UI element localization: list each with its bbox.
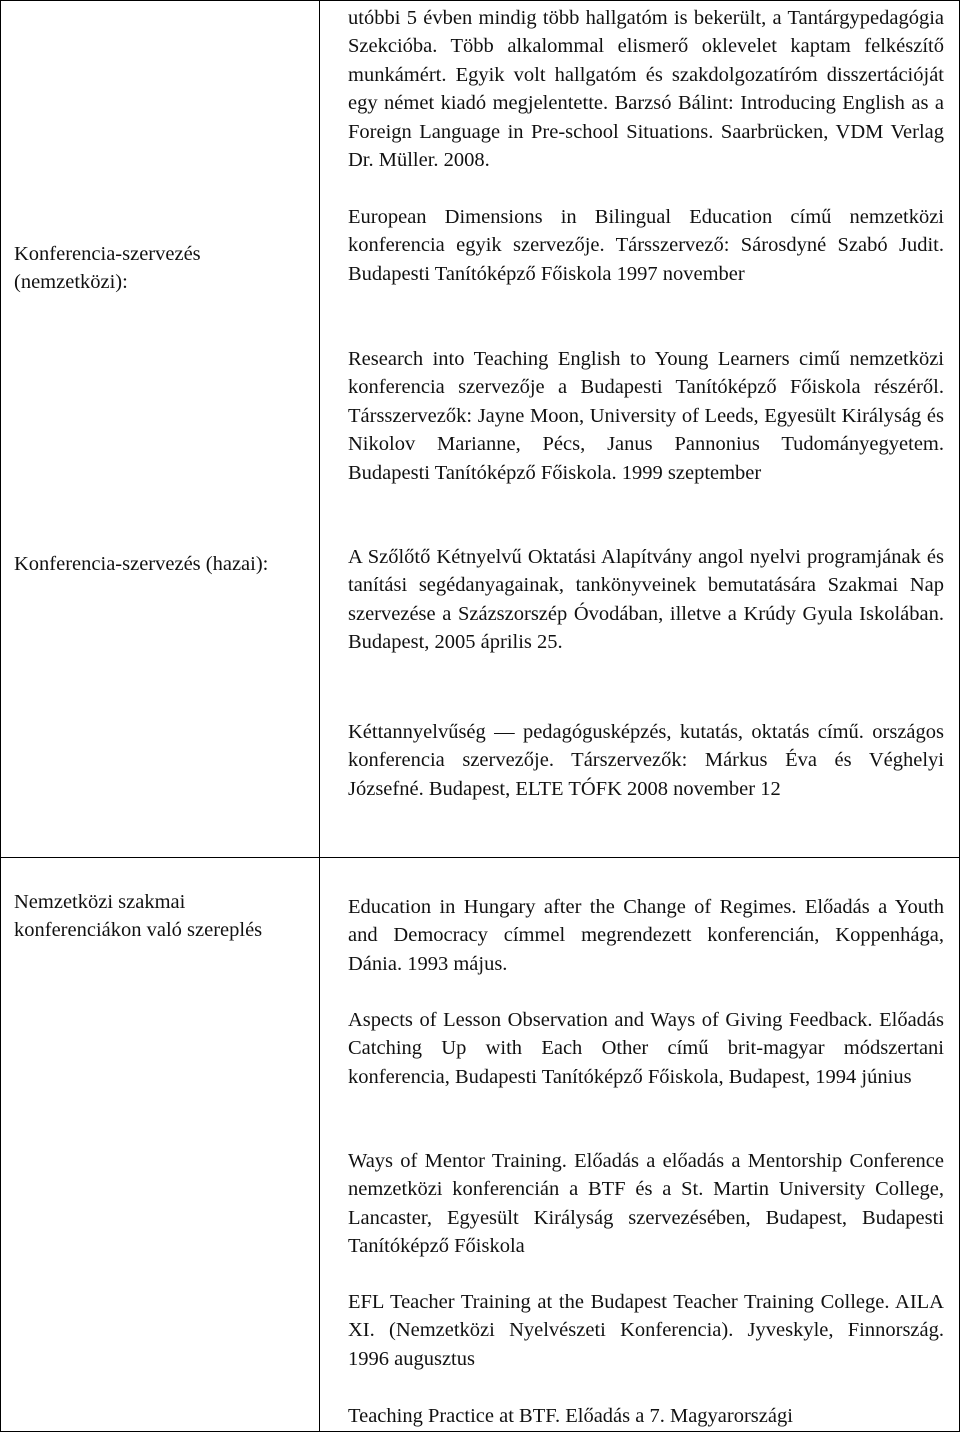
label-intl-organizing: Konferencia-szervezés (nemzetközi): [14,243,201,294]
column-divider [319,0,320,1432]
paragraph: EFL Teacher Training at the Budapest Teacher Training College. AILA XI. (Nemzetközi Nyelvészeti Konferencia). Jyveskyle, Finnország. 1996 augusztus [348,1291,944,1370]
paragraph: Aspects of Lesson Observation and Ways of Giving Feedback. Előadás Catching Up with Each Other című brit-magyar módszertani konferencia, Budapesti Tanítóképző Főiskola, Budapest, 1994 június [348,1009,944,1088]
label-intl-talks: Nemzetközi szakmai konferenciákon való szereplés [14,891,263,942]
paragraph: Research into Teaching English to Young Learners cimű nemzetközi konferencia szervezője a Budapesti Tanítóképző Főiskola részéről. Társszervezők: Jayne Moon, University of Leeds, Egyesült Királyság és Nikolov Marianne, Pécs, Janus Pannonius Tudományegyetem. Budapesti Tanítóképző Főiskola. 1999 szeptember [348,348,944,484]
paragraph: Education in Hungary after the Change of Regimes. Előadás a Youth and Democracy címmel megrendezett konferencián, Koppenhága, Dánia. 1993 május. [348,896,944,975]
paragraph: Kéttannyelvűség — pedagógusképzés, kutatás, oktatás című. országos konferencia szervezője. Társzervezők: Márkus Éva és Véghelyi Józsefné. Budapest, ELTE TÓFK 2008 november 12 [348,721,944,800]
paragraph: Ways of Mentor Training. Előadás a előadás a Mentorship Conference nemzetközi konferencián a BTF és a St. Martin University College, Lancaster, Egyesült Királyság szervezésében, Budapest, Budapesti Tanítóképző Főiskola [348,1150,944,1258]
paragraph: utóbbi 5 évben mindig több hallgatóm is bekerült, a Tantárgypedagógia Szekcióba. Több alkalommal elismerő oklevelet kaptam felkészítő munkámért. Egyik volt hallgatóm és szakdolgozatíróm disszertációját egy német kiadó megjelentette. Barzsó Bálint: Introducing English as a Foreign Language in Pre-school Situations. Saarbrücken, VDM Verlag Dr. Müller. 2008. [348,7,944,172]
paragraph: A Szőlőtő Kétnyelvű Oktatási Alapítvány angol nyelvi programjának és tanítási segédanyagainak, tankönyveinek bemutatására Szakmai Nap szervezése a Százszorszép Óvodában, illetve a Krúdy Gyula Iskolában. Budapest, 2005 április 25. [348,546,944,654]
label-home-organizing: Konferencia-szervezés (hazai): [14,553,269,575]
row-divider [0,857,960,858]
paragraph: European Dimensions in Bilingual Education című nemzetközi konferencia egyik szervezője. Társszervező: Sárosdyné Szabó Judit. Budapesti Tanítóképző Főiskola 1997 november [348,206,944,285]
paragraph: Teaching Practice at BTF. Előadás a 7. Magyarországi [348,1405,793,1427]
